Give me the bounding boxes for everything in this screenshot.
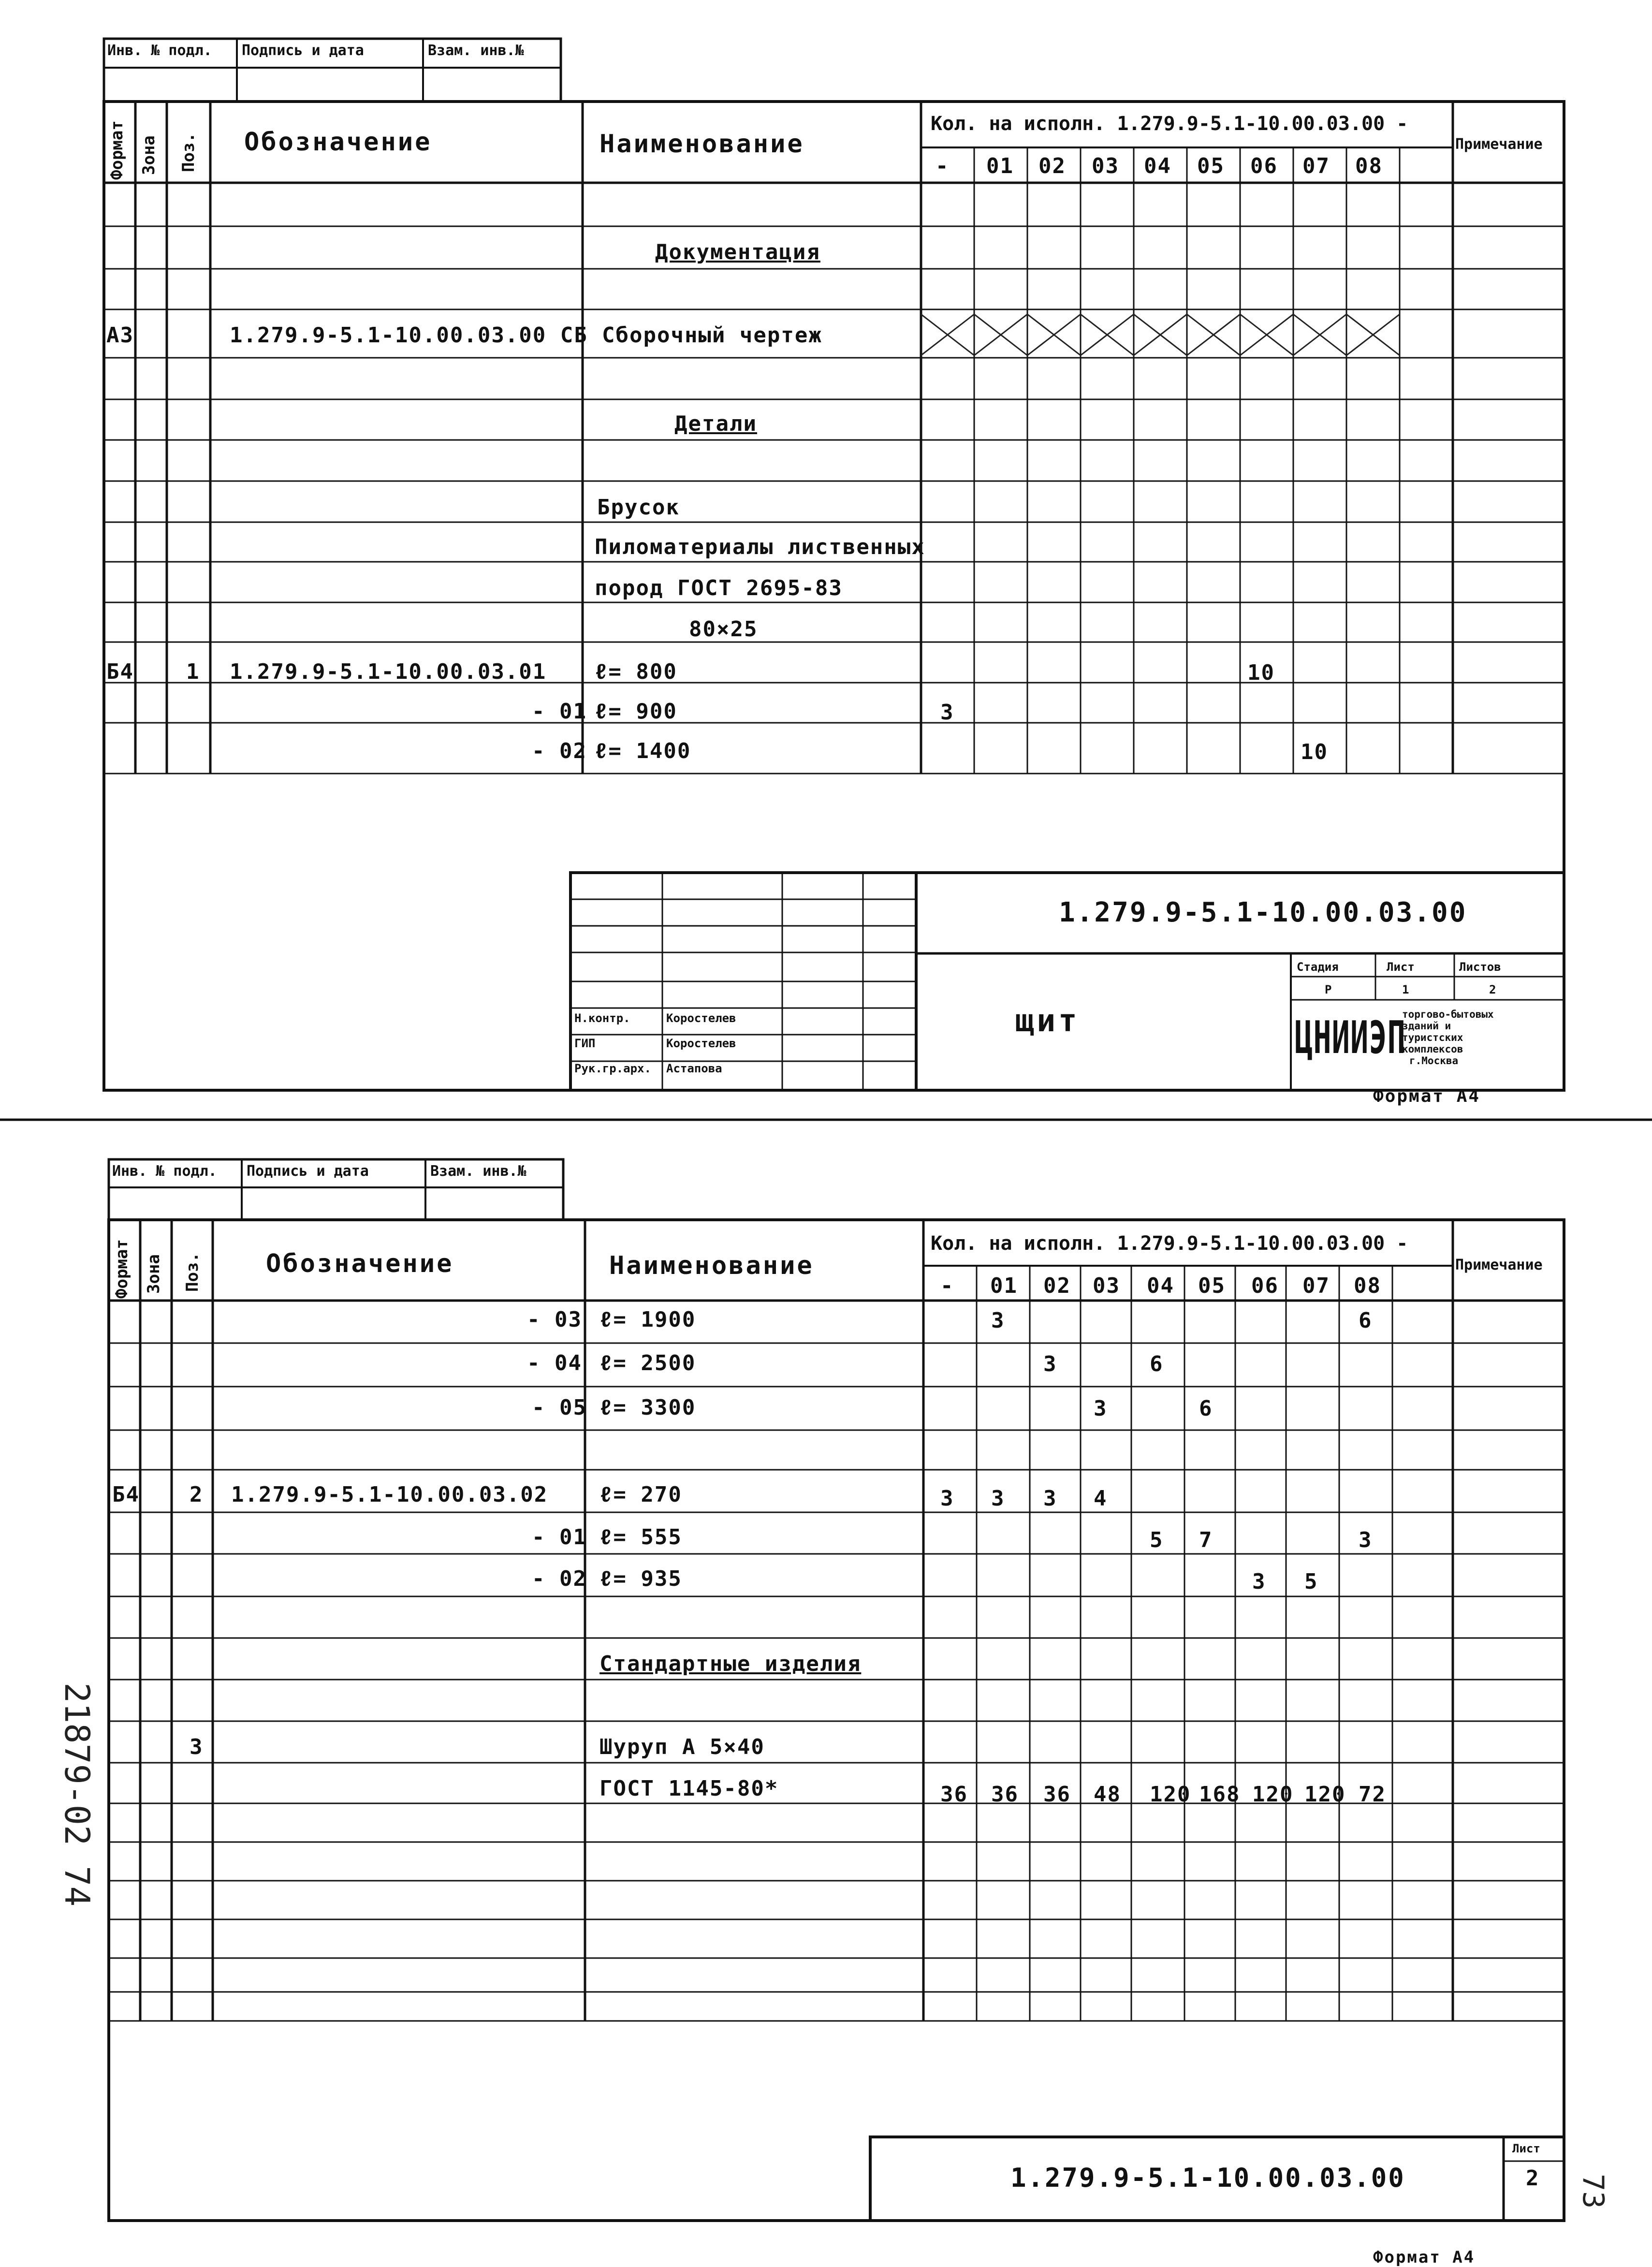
row-documentation: Документация (655, 240, 820, 264)
row-cell-name: Пиломатериалы лиственных (595, 535, 925, 559)
exec-col-0: - (936, 154, 950, 178)
col-header-zone: Зона (139, 135, 159, 175)
col-header-format: Формат (107, 120, 127, 180)
row-cell-name: ℓ= 900 (595, 699, 677, 724)
exec-col-8: 08 (1355, 154, 1383, 178)
exec-col-6: 06 (1250, 154, 1278, 178)
org-logo: ЦНИИЭП (1295, 1011, 1406, 1064)
row-cell-name: ℓ= 270 (599, 1482, 682, 1507)
col-header-pos: Поз. (179, 132, 198, 172)
row-cell-name: пород ГОСТ 2695-83 (595, 576, 843, 600)
stage-label: Стадия (1297, 960, 1339, 974)
exec-col-2: 02 (1038, 154, 1066, 178)
qty-cell: 3 (1043, 1352, 1057, 1376)
qty-cell: 36 (991, 1782, 1019, 1807)
row-cell-format: Б4 (112, 1482, 140, 1507)
qty-cell: 5 (1304, 1569, 1318, 1594)
exec-col-7: 07 (1302, 154, 1330, 178)
stamp-sign-label: Подпись и дата (247, 1163, 369, 1180)
role-label: Рук.гр.арх. (574, 1062, 651, 1075)
qty-cell: 120 (1304, 1782, 1346, 1807)
exec-col-5: 05 (1198, 1273, 1226, 1298)
row-cell-name: ℓ= 800 (595, 659, 677, 684)
col-header-zone: Зона (144, 1254, 163, 1294)
qty-cell: 10 (1301, 740, 1328, 764)
org-desc: комплексов (1402, 1043, 1463, 1055)
qty-cell: 6 (1359, 1308, 1373, 1333)
format-label: Формат А4 (1373, 1086, 1481, 1106)
qty-cell: 120 (1252, 1782, 1294, 1807)
row-cell-name: ℓ= 3300 (599, 1395, 696, 1420)
qty-cell: 5 (1150, 1528, 1164, 1552)
sheet-value: 2 (1526, 2166, 1540, 2191)
qty-cell: 3 (991, 1486, 1005, 1511)
qty-cell: 3 (1043, 1486, 1057, 1511)
row-cell-name: ℓ= 2500 (599, 1351, 696, 1375)
exec-col-1: 01 (990, 1273, 1018, 1298)
role-label: Н.контр. (574, 1011, 630, 1025)
qty-cell: 3 (1252, 1569, 1266, 1594)
col-header-qty-title: Кол. на исполн. 1.279.9-5.1-10.00.03.00 - (931, 113, 1408, 135)
row-cell-designation: 1.279.9-5.1-10.00.03.02 (231, 1482, 548, 1507)
col-header-qty-title: Кол. на исполн. 1.279.9-5.1-10.00.03.00 - (931, 1232, 1408, 1255)
person-name: Астапова (666, 1062, 722, 1075)
exec-col-2: 02 (1043, 1273, 1071, 1298)
row-cell-name: ℓ= 555 (599, 1525, 682, 1550)
row-cell-name: Сборочный чертеж (602, 323, 822, 348)
margin-archive-note: 21879-02 74 (57, 1682, 97, 1907)
row-cell-name: ГОСТ 1145-80* (599, 1776, 779, 1801)
qty-cell: 48 (1094, 1782, 1121, 1807)
qty-cell: 72 (1359, 1782, 1386, 1807)
exec-col-8: 08 (1354, 1273, 1381, 1298)
qty-cell: 168 (1199, 1782, 1241, 1807)
qty-cell: 3 (991, 1308, 1005, 1333)
qty-cell: 4 (1094, 1486, 1108, 1511)
exec-col-3: 03 (1093, 1273, 1120, 1298)
exec-col-3: 03 (1092, 154, 1119, 178)
person-name: Коростелев (666, 1011, 736, 1025)
col-header-designation: Обозначение (244, 128, 432, 157)
exec-col-4: 04 (1147, 1273, 1174, 1298)
col-header-name: Наименование (609, 1251, 814, 1280)
doc-number: 1.279.9-5.1-10.00.03.00 (1059, 897, 1467, 928)
row-cell-designation: - 03 (527, 1307, 582, 1332)
row-cell-name: ℓ= 1400 (595, 739, 691, 763)
qty-cell: 10 (1247, 660, 1275, 685)
exec-col-7: 07 (1302, 1273, 1330, 1298)
col-header-format: Формат (112, 1239, 132, 1299)
exec-col-1: 01 (986, 154, 1014, 178)
exec-col-4: 04 (1144, 154, 1171, 178)
row-details: Детали (674, 411, 757, 436)
exec-col-0: - (940, 1273, 954, 1298)
row-cell-pos: 2 (190, 1482, 204, 1507)
row-cell-name: Шуруп А 5×40 (599, 1735, 765, 1759)
document-title: щит (1015, 1003, 1080, 1039)
col-header-name: Наименование (599, 130, 804, 159)
person-name: Коростелев (666, 1037, 736, 1050)
doc-number: 1.279.9-5.1-10.00.03.00 (1010, 2163, 1405, 2193)
row-cell-name: ℓ= 1900 (599, 1307, 696, 1332)
qty-cell: 3 (1359, 1528, 1373, 1552)
format-label: Формат А4 (1373, 2248, 1476, 2267)
exec-col-5: 05 (1197, 154, 1225, 178)
row-cell-pos: 1 (186, 659, 200, 684)
stamp-inv-label: Инв. № подл. (107, 42, 212, 59)
org-desc: г.Москва (1409, 1055, 1459, 1067)
col-header-designation: Обозначение (266, 1249, 454, 1278)
org-desc: торгово-бытовых (1402, 1009, 1494, 1020)
row-cell-designation: - 01 (532, 1525, 587, 1550)
qty-cell: 36 (1043, 1782, 1071, 1807)
frame-rect (109, 1220, 1564, 2221)
sheets-label: Листов (1459, 960, 1501, 974)
row-cell-name: 80×25 (689, 617, 758, 642)
row-cell-designation: 1.279.9-5.1-10.00.03.01 (230, 659, 547, 684)
row-standard-items: Стандартные изделия (599, 1652, 862, 1676)
qty-cell: 6 (1199, 1396, 1213, 1421)
row-cell-name: ℓ= 935 (599, 1566, 682, 1591)
qty-cell: 3 (1094, 1396, 1108, 1421)
qty-cell: 3 (940, 700, 954, 725)
sheet-value: 1 (1402, 983, 1409, 996)
row-cell-designation: - 02 (532, 739, 587, 763)
page-number: 73 (1576, 2174, 1610, 2209)
qty-cell: 120 (1150, 1782, 1191, 1807)
org-desc: зданий и (1402, 1020, 1451, 1032)
org-desc: туристских (1402, 1032, 1463, 1043)
role-label: ГИП (574, 1037, 596, 1050)
row-cell-designation: - 05 (532, 1395, 587, 1420)
row-cell-name: Брусок (597, 495, 680, 520)
row-cell-format: Б4 (106, 659, 134, 684)
qty-cell: 7 (1199, 1528, 1213, 1552)
qty-cell: 3 (940, 1486, 954, 1511)
stage-value: Р (1325, 983, 1332, 996)
col-header-pos: Поз. (183, 1252, 202, 1292)
exec-col-6: 06 (1251, 1273, 1279, 1298)
stamp-vzam-label: Взам. инв.№ (430, 1163, 526, 1180)
col-header-note: Примечание (1455, 1257, 1543, 1273)
stamp-vzam-label: Взам. инв.№ (428, 42, 524, 59)
stamp-inv-label: Инв. № подл. (112, 1163, 217, 1180)
qty-cell: 6 (1150, 1352, 1164, 1376)
row-cell-designation: - 04 (527, 1351, 582, 1375)
row-cell-pos: 3 (190, 1735, 204, 1759)
qty-cell: 36 (940, 1782, 968, 1807)
row-cell-designation: 1.279.9-5.1-10.00.03.00 СБ (230, 323, 588, 348)
col-header-note: Примечание (1455, 136, 1543, 153)
row-cell-format: А3 (106, 323, 134, 348)
sheet-label: Лист (1387, 960, 1415, 974)
stamp-sign-label: Подпись и дата (242, 42, 364, 59)
row-cell-designation: - 02 (532, 1566, 587, 1591)
sheet-label: Лист (1512, 2142, 1540, 2155)
sheets-value: 2 (1489, 983, 1496, 996)
row-cell-designation: - 01 (532, 699, 587, 724)
